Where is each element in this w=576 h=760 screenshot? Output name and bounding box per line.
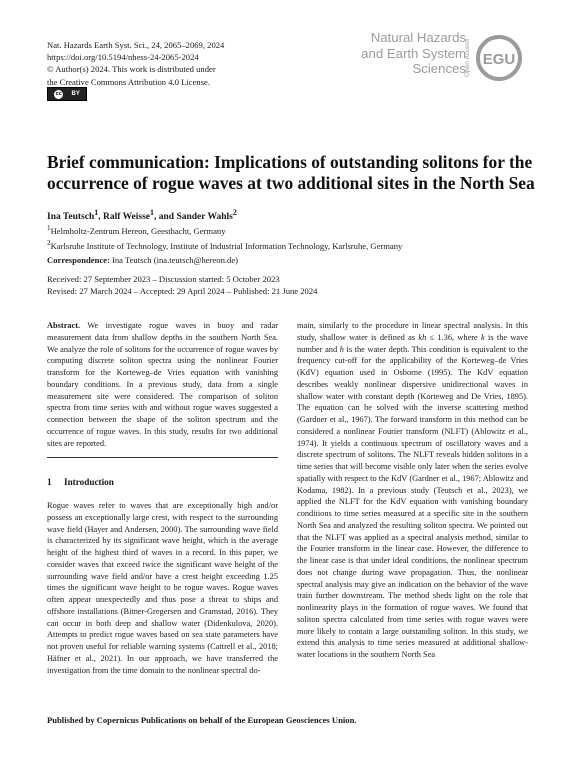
- correspondence-label: Correspondence:: [47, 255, 110, 265]
- math-k: k: [481, 332, 485, 342]
- cc-icon: cc: [55, 91, 62, 97]
- cc-by-badge[interactable]: [47, 87, 87, 101]
- abstract: [47, 320, 278, 449]
- egu-logo-icon: [474, 33, 524, 83]
- affiliation-1: [47, 222, 402, 237]
- header-meta: [47, 39, 224, 88]
- affiliation-2-number: 2: [47, 238, 51, 247]
- author-1-affil: 1: [94, 208, 99, 217]
- author-list: [47, 208, 237, 222]
- journal-line-2: and Earth System: [361, 45, 466, 61]
- abstract-divider: [47, 457, 278, 458]
- publication-dates: [47, 273, 317, 297]
- dates-line-2: Revised: 27 March 2024 – Accepted: 29 April 2024 – Published: 21 June 2024: [47, 286, 318, 296]
- intro-right-text: main, similarly to the procedure in linear spectral analysis. In this study, shallow water is defined as: [297, 321, 528, 342]
- title-line-1: Brief communication: Implications of outstanding solitons for the: [47, 152, 533, 172]
- correspondence: [47, 255, 238, 265]
- affiliation-2: [47, 237, 402, 252]
- publisher-footer: Published by Copernicus Publications on behalf of the European Geosciences Union.: [47, 715, 357, 725]
- affiliations: [47, 222, 402, 252]
- copyright-line: © Author(s) 2024. This work is distributed under: [47, 64, 216, 75]
- affiliation-1-text: Helmholtz-Zentrum Hereon, Geesthacht, Germany: [50, 225, 226, 236]
- journal-name: [350, 30, 466, 77]
- egu-logo-text: EGU: [482, 51, 516, 68]
- dates-line-1: Received: 27 September 2023 – Discussion started: 5 October 2023: [47, 274, 280, 284]
- title-line-2: occurrence of rogue waves at two additional sites in the North Sea: [47, 173, 535, 193]
- intro-right-text: is the water depth. This condition is equivalent to the frequency cut-off for the applicability of the Korteweg–de Vries (KdV) equation used in Osborne (1995). The KdV equation describes weakly nonlinear dispersive unidirectional waves in shallow water with constant depth (Korteweg and De Vries, 1895). The equation can be solved with the inverse scattering method (Gardner et al., 1967). The forward transform in this method can be considered a nonlinear Fourier transform (NLFT) (Ablowitz et al., 1974). It yields a continuous spectrum of oscillatory waves and a discrete spectrum of solitons. The NLFT reveals hidden solitons in a time series that will become visible only later when the series evolve spatially with respect to the KdV (Gardner et al., 1967; Ablowitz and Kodama, 1982). In a previous study (Teutsch et al., 2023), we applied the NLFT for the KdV equation with vanishing boundary conditions to time series measured at a specific site in the southern North Sea and analyzed the resulting soliton spectra. We pointed out that the NLFT was applied as a spectral analysis method, similar to the Fourier transform in the linear case. However, the difference to the linear case is that under ideal conditions, the nonlinear spectrum does not change during wave propagation. Thus, the nonlinear spectral analysis may give an indication on the behavior of the wave train further downstream. The method sheds light on the role that nonlinearity plays in the formation of rogue waves. We found that soliton spectra calculated from time series with rogue waves were more likely to contain a large outstanding soliton. In this study, we extend this analysis to time series measured at additional shallow-water locations in the southern North Sea: [297, 344, 528, 659]
- intro-right-text: is the wave number and: [297, 332, 528, 354]
- math-h: h: [339, 344, 344, 354]
- by-label: BY: [71, 91, 80, 97]
- author-3-affil: 2: [232, 208, 237, 217]
- abstract-text: We investigate rogue waves in buoy and radar measurement data from shallow depths in the southern North Sea. We analyze the role of solitons for the occurrence of rogue waves by computing discrete soliton spectra using the nonlinear Fourier transform for the Korteweg–de Vries equation with vanishing boundary conditions. In a previous study, data from a single measurement site were considered. The comparison of soliton spectra from time series with and without rogue waves suggested a connection between the shape of the soliton spectrum and the occurrence of rogue waves. In this study, results for two additional sites are reported.: [47, 321, 278, 448]
- doi-link[interactable]: https://doi.org/10.5194/nhess-24-2065-2024: [47, 52, 199, 63]
- open-access-label: [463, 33, 471, 79]
- author-2-affil: 1: [150, 208, 154, 217]
- open-access-text: Open Access: [464, 38, 471, 77]
- math-kh: kh: [418, 332, 427, 342]
- paper-title: [47, 152, 537, 194]
- author-1: Ina Teutsch: [47, 212, 95, 223]
- license-line[interactable]: the Creative Commons Attribution 4.0 License.: [47, 76, 211, 87]
- intro-right-text: ≤ 1.36, where: [426, 332, 482, 342]
- abstract-label: Abstract.: [47, 321, 81, 330]
- intro-right-column: [297, 320, 528, 661]
- author-2: Ralf Weisse: [102, 212, 151, 223]
- citation: Nat. Hazards Earth Syst. Sci., 24, 2065–2069, 2024: [47, 40, 225, 50]
- author-3: Sander Wahls: [176, 212, 233, 223]
- intro-left-column: Rogue waves refer to waves that are exceptionally high and/or possess an exceptionally large crest, with respect to the surrounding wave field (Hayer and Andersen, 2000). The surrounding wave field is characterized by its significant wave height, which is the average height of the highest third of waves in a record. In this paper, we consider waves that exceed twice the significant wave height of the surrounding wave field and/or have a crest height exceeding 1.25 times the significant wave height to be rogue waves. Rogue waves often appear unexpectedly and thus pose a threat to ships and offshore installations (Bitner-Gregersen and Gramstad, 2016). They can occur in both deep and shallow water (Didenkulova, 2020). Attempts to predict rogue waves based on sea state parameters have not proven useful for reliable warning systems (Cattrell et al., 2018; Häfner et al., 2021). In our approach, we have transferred the investigation from the time domain to the nonlinear spectral do-: [47, 501, 278, 675]
- section-title: Introduction: [64, 477, 114, 487]
- affiliation-1-number: 1: [47, 224, 51, 232]
- correspondence-text[interactable]: Ina Teutsch (ina.teutsch@hereon.de): [109, 255, 238, 265]
- author-separator: , and: [153, 212, 177, 223]
- journal-line-3: Sciences: [412, 61, 466, 77]
- author-separator: ,: [98, 212, 103, 223]
- section-number: 1: [47, 477, 52, 487]
- affiliation-2-text: Karlsruhe Institute of Technology, Institute of Industrial Information Technology, Karlsruhe, Germany: [50, 240, 403, 251]
- section-heading: [47, 477, 114, 487]
- journal-line-1: Natural Hazards: [370, 30, 466, 45]
